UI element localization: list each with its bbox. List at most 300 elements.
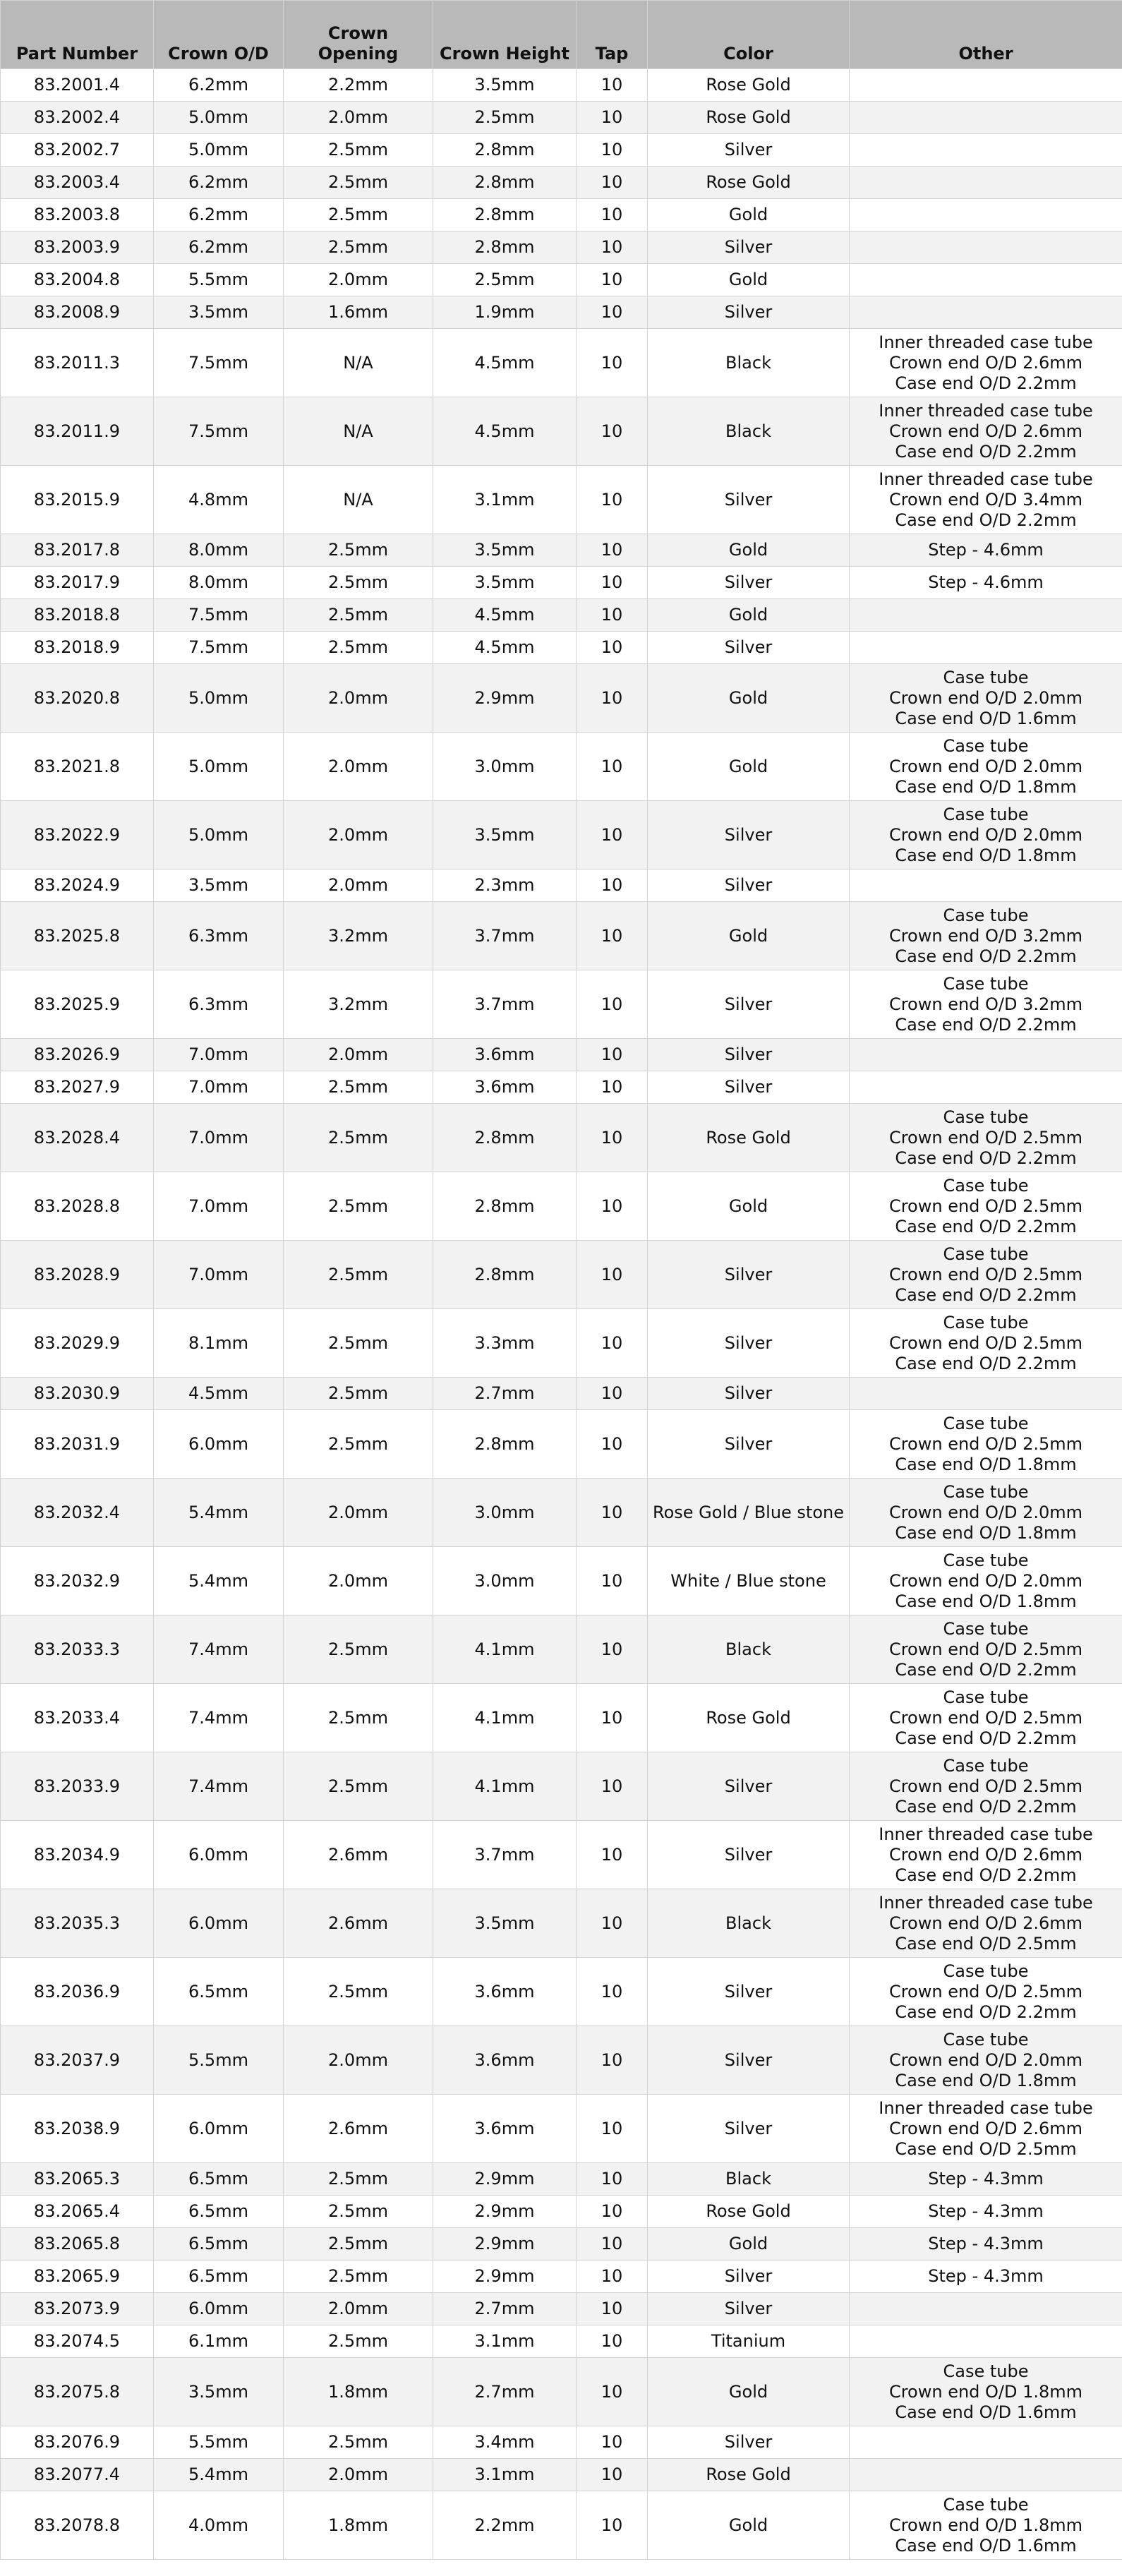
part-number-cell: 83.2017.9 — [1, 567, 154, 599]
part-number-cell: 83.2065.9 — [1, 2261, 154, 2293]
table-row[interactable] — [1, 1684, 1122, 1752]
table-row[interactable] — [1, 2095, 1122, 2163]
crown-od-cell: 6.0mm — [154, 1889, 284, 1958]
table-row[interactable] — [1, 2325, 1122, 2358]
crown-opening-cell: 2.5mm — [284, 1958, 433, 2026]
color-cell: Silver — [648, 466, 850, 534]
part-number-cell: 83.2003.4 — [1, 167, 154, 199]
crown-od-cell: 6.2mm — [154, 199, 284, 231]
tap-cell: 10 — [577, 2491, 648, 2560]
other-cell: Step - 4.6mm — [850, 567, 1122, 599]
tap-cell: 10 — [577, 1241, 648, 1309]
crown-height-cell: 2.5mm — [433, 264, 577, 296]
tap-cell: 10 — [577, 397, 648, 466]
color-cell: Silver — [648, 1071, 850, 1104]
crown-height-cell: 4.1mm — [433, 1615, 577, 1684]
table-row[interactable] — [1, 134, 1122, 167]
table-row[interactable] — [1, 329, 1122, 397]
crown-opening-cell: 1.6mm — [284, 296, 433, 329]
crown-od-cell: 6.3mm — [154, 970, 284, 1039]
tap-cell: 10 — [577, 970, 648, 1039]
crown-od-cell: 7.0mm — [154, 1241, 284, 1309]
part-number-cell: 83.2078.8 — [1, 2491, 154, 2560]
color-cell: Rose Gold — [648, 2196, 850, 2228]
table-row[interactable] — [1, 733, 1122, 801]
tap-cell: 10 — [577, 1821, 648, 1889]
crown-opening-cell: 2.6mm — [284, 1821, 433, 1889]
other-cell: Case tube Crown end O/D 2.0mm Case end O/D 1.6mm — [850, 664, 1122, 733]
part-number-cell: 83.2025.8 — [1, 902, 154, 970]
crown-od-cell: 5.0mm — [154, 801, 284, 869]
header-color[interactable]: Color — [648, 1, 850, 69]
part-number-cell: 83.2026.9 — [1, 1039, 154, 1071]
crown-od-cell: 8.0mm — [154, 567, 284, 599]
table-row[interactable] — [1, 567, 1122, 599]
tap-cell: 10 — [577, 329, 648, 397]
crown-opening-cell: N/A — [284, 329, 433, 397]
crown-od-cell: 7.0mm — [154, 1071, 284, 1104]
other-cell: Inner threaded case tube Crown end O/D 2.6mm Case end O/D 2.2mm — [850, 1821, 1122, 1889]
table-row[interactable] — [1, 167, 1122, 199]
crown-opening-cell: 2.0mm — [284, 2459, 433, 2491]
table-row[interactable] — [1, 264, 1122, 296]
crown-opening-cell: 2.6mm — [284, 2095, 433, 2163]
header-part-number[interactable]: Part Number — [1, 1, 154, 69]
crown-od-cell: 6.5mm — [154, 2163, 284, 2196]
crown-height-cell: 3.5mm — [433, 1889, 577, 1958]
other-cell — [850, 264, 1122, 296]
other-cell: Case tube Crown end O/D 2.0mm Case end O/D 1.8mm — [850, 801, 1122, 869]
other-cell — [850, 199, 1122, 231]
tap-cell: 10 — [577, 2261, 648, 2293]
table-row[interactable] — [1, 632, 1122, 664]
table-body — [1, 69, 1122, 2560]
part-number-cell: 83.2028.9 — [1, 1241, 154, 1309]
crown-height-cell: 2.8mm — [433, 1410, 577, 1479]
other-cell — [850, 869, 1122, 902]
part-number-cell: 83.2027.9 — [1, 1071, 154, 1104]
table-row[interactable] — [1, 2163, 1122, 2196]
crown-od-cell: 7.0mm — [154, 1039, 284, 1071]
crown-od-cell: 5.4mm — [154, 1547, 284, 1615]
other-cell — [850, 1378, 1122, 1410]
crown-height-cell: 2.7mm — [433, 1378, 577, 1410]
other-cell: Case tube Crown end O/D 2.5mm Case end O/D 2.2mm — [850, 1241, 1122, 1309]
crown-opening-cell: 2.5mm — [284, 1684, 433, 1752]
color-cell: Silver — [648, 231, 850, 264]
other-cell — [850, 2325, 1122, 2358]
table-row[interactable] — [1, 599, 1122, 632]
table-row[interactable] — [1, 1615, 1122, 1684]
color-cell: Silver — [648, 869, 850, 902]
part-number-cell: 83.2031.9 — [1, 1410, 154, 1479]
table-row[interactable] — [1, 869, 1122, 902]
table-row[interactable] — [1, 1547, 1122, 1615]
table-row[interactable] — [1, 534, 1122, 567]
color-cell: Silver — [648, 2261, 850, 2293]
other-cell — [850, 102, 1122, 134]
crown-height-cell: 3.1mm — [433, 2325, 577, 2358]
crown-height-cell: 2.9mm — [433, 2261, 577, 2293]
table-row[interactable] — [1, 1479, 1122, 1547]
color-cell: Silver — [648, 801, 850, 869]
color-cell: Silver — [648, 2426, 850, 2459]
part-number-cell: 83.2004.8 — [1, 264, 154, 296]
part-number-cell: 83.2020.8 — [1, 664, 154, 733]
table-row[interactable] — [1, 2426, 1122, 2459]
crown-opening-cell: 3.2mm — [284, 902, 433, 970]
part-number-cell: 83.2065.3 — [1, 2163, 154, 2196]
table-row[interactable] — [1, 102, 1122, 134]
crown-height-cell: 3.0mm — [433, 733, 577, 801]
part-number-cell: 83.2028.8 — [1, 1172, 154, 1241]
table-row[interactable] — [1, 2196, 1122, 2228]
tap-cell: 10 — [577, 264, 648, 296]
crown-od-cell: 7.5mm — [154, 397, 284, 466]
other-cell: Case tube Crown end O/D 2.5mm Case end O/D 2.2mm — [850, 1309, 1122, 1378]
color-cell: Black — [648, 329, 850, 397]
crown-opening-cell: 2.5mm — [284, 2426, 433, 2459]
color-cell: Silver — [648, 2026, 850, 2095]
color-cell: Rose Gold / Blue stone — [648, 1479, 850, 1547]
crown-height-cell: 4.5mm — [433, 397, 577, 466]
crown-od-cell: 6.5mm — [154, 2228, 284, 2261]
header-other[interactable]: Other — [850, 1, 1122, 69]
other-cell: Case tube Crown end O/D 2.5mm Case end O/D 2.2mm — [850, 1684, 1122, 1752]
crown-height-cell: 3.0mm — [433, 1479, 577, 1547]
tap-cell: 10 — [577, 2163, 648, 2196]
crown-height-cell: 2.8mm — [433, 1172, 577, 1241]
tap-cell: 10 — [577, 1378, 648, 1410]
crown-height-cell: 2.9mm — [433, 2163, 577, 2196]
color-cell: Silver — [648, 1309, 850, 1378]
color-cell: Gold — [648, 664, 850, 733]
color-cell: Gold — [648, 733, 850, 801]
other-cell: Case tube Crown end O/D 3.2mm Case end O/D 2.2mm — [850, 970, 1122, 1039]
part-number-cell: 83.2022.9 — [1, 801, 154, 869]
tap-cell: 10 — [577, 167, 648, 199]
color-cell: Silver — [648, 1410, 850, 1479]
other-cell — [850, 599, 1122, 632]
other-cell — [850, 1039, 1122, 1071]
tap-cell: 10 — [577, 2095, 648, 2163]
color-cell: Gold — [648, 1172, 850, 1241]
crown-opening-cell: 2.5mm — [284, 167, 433, 199]
color-cell: Gold — [648, 599, 850, 632]
crown-height-cell: 2.9mm — [433, 664, 577, 733]
crown-opening-cell: 2.5mm — [284, 2163, 433, 2196]
crown-height-cell: 2.8mm — [433, 231, 577, 264]
table-row[interactable] — [1, 231, 1122, 264]
crown-od-cell: 6.0mm — [154, 2293, 284, 2325]
crown-od-cell: 6.2mm — [154, 69, 284, 102]
table-row[interactable] — [1, 664, 1122, 733]
color-cell: Rose Gold — [648, 102, 850, 134]
color-cell: Silver — [648, 1958, 850, 2026]
other-cell: Case tube Crown end O/D 2.5mm Case end O/D 2.2mm — [850, 1104, 1122, 1172]
header-crown-height[interactable]: Crown Height — [433, 1, 577, 69]
crown-height-cell: 3.6mm — [433, 2026, 577, 2095]
crown-od-cell: 5.4mm — [154, 2459, 284, 2491]
other-cell — [850, 2426, 1122, 2459]
crown-opening-cell: 3.2mm — [284, 970, 433, 1039]
other-cell: Step - 4.3mm — [850, 2228, 1122, 2261]
table-row[interactable] — [1, 296, 1122, 329]
other-cell: Step - 4.3mm — [850, 2261, 1122, 2293]
crown-opening-cell: 1.8mm — [284, 2491, 433, 2560]
crown-height-cell: 2.8mm — [433, 1104, 577, 1172]
header-row — [1, 1, 1122, 69]
table-row[interactable] — [1, 2026, 1122, 2095]
table-row[interactable] — [1, 801, 1122, 869]
tap-cell: 10 — [577, 664, 648, 733]
tap-cell: 10 — [577, 466, 648, 534]
table-row[interactable] — [1, 2261, 1122, 2293]
crown-opening-cell: 2.0mm — [284, 2293, 433, 2325]
crown-height-cell: 2.7mm — [433, 2293, 577, 2325]
crown-opening-cell: 2.5mm — [284, 1104, 433, 1172]
crown-opening-cell: 2.5mm — [284, 134, 433, 167]
table-row[interactable] — [1, 1410, 1122, 1479]
table-row[interactable] — [1, 1241, 1122, 1309]
table-row[interactable] — [1, 1071, 1122, 1104]
table-row[interactable] — [1, 970, 1122, 1039]
table-row[interactable] — [1, 2459, 1122, 2491]
crown-height-cell: 3.6mm — [433, 1958, 577, 2026]
tap-cell: 10 — [577, 1309, 648, 1378]
table-row[interactable] — [1, 1378, 1122, 1410]
other-cell: Step - 4.3mm — [850, 2163, 1122, 2196]
table-row[interactable] — [1, 1752, 1122, 1821]
part-number-cell: 83.2065.4 — [1, 2196, 154, 2228]
color-cell: Silver — [648, 1821, 850, 1889]
tap-cell: 10 — [577, 1071, 648, 1104]
part-number-cell: 83.2073.9 — [1, 2293, 154, 2325]
crown-opening-cell: 2.5mm — [284, 534, 433, 567]
crown-height-cell: 3.4mm — [433, 2426, 577, 2459]
crown-opening-cell: 2.5mm — [284, 1309, 433, 1378]
table-row[interactable] — [1, 466, 1122, 534]
crown-height-cell: 3.7mm — [433, 902, 577, 970]
crown-od-cell: 6.0mm — [154, 1821, 284, 1889]
color-cell: Gold — [648, 534, 850, 567]
table-row[interactable] — [1, 397, 1122, 466]
tap-cell: 10 — [577, 2459, 648, 2491]
tap-cell: 10 — [577, 2426, 648, 2459]
color-cell: Silver — [648, 1039, 850, 1071]
crown-height-cell: 3.1mm — [433, 2459, 577, 2491]
part-number-cell: 83.2030.9 — [1, 1378, 154, 1410]
other-cell: Case tube Crown end O/D 2.5mm Case end O/D 2.2mm — [850, 1958, 1122, 2026]
color-cell: Gold — [648, 2491, 850, 2560]
crown-od-cell: 7.5mm — [154, 329, 284, 397]
table-row[interactable] — [1, 2293, 1122, 2325]
part-number-cell: 83.2011.9 — [1, 397, 154, 466]
crown-height-cell: 3.6mm — [433, 2095, 577, 2163]
color-cell: Silver — [648, 1241, 850, 1309]
table-row[interactable] — [1, 902, 1122, 970]
color-cell: Silver — [648, 632, 850, 664]
part-number-cell: 83.2038.9 — [1, 2095, 154, 2163]
crown-opening-cell: 2.0mm — [284, 102, 433, 134]
color-cell: Gold — [648, 902, 850, 970]
other-cell: Step - 4.3mm — [850, 2196, 1122, 2228]
crown-od-cell: 3.5mm — [154, 869, 284, 902]
crown-opening-cell: 2.5mm — [284, 2261, 433, 2293]
crown-height-cell: 4.5mm — [433, 632, 577, 664]
table-header — [1, 1, 1122, 69]
crown-height-cell: 2.8mm — [433, 1241, 577, 1309]
other-cell: Case tube Crown end O/D 1.8mm Case end O/D 1.6mm — [850, 2491, 1122, 2560]
crown-opening-cell: 2.0mm — [284, 664, 433, 733]
tap-cell: 10 — [577, 902, 648, 970]
tap-cell: 10 — [577, 2325, 648, 2358]
crown-opening-cell: 2.0mm — [284, 801, 433, 869]
tap-cell: 10 — [577, 199, 648, 231]
header-crown-od[interactable]: Crown O/D — [154, 1, 284, 69]
crown-opening-cell: 2.5mm — [284, 1241, 433, 1309]
crown-opening-cell: 2.2mm — [284, 69, 433, 102]
crown-opening-cell: 2.5mm — [284, 1410, 433, 1479]
table-row[interactable] — [1, 69, 1122, 102]
part-number-cell: 83.2021.8 — [1, 733, 154, 801]
crown-opening-cell: 2.0mm — [284, 1039, 433, 1071]
crown-height-cell: 3.1mm — [433, 466, 577, 534]
other-cell: Case tube Crown end O/D 1.8mm Case end O/D 1.6mm — [850, 2358, 1122, 2426]
crown-od-cell: 6.0mm — [154, 1410, 284, 1479]
other-cell — [850, 134, 1122, 167]
crown-height-cell: 2.2mm — [433, 2491, 577, 2560]
header-tap[interactable]: Tap — [577, 1, 648, 69]
crown-opening-cell: 2.5mm — [284, 567, 433, 599]
crown-od-cell: 6.5mm — [154, 2196, 284, 2228]
other-cell: Case tube Crown end O/D 2.0mm Case end O/D 1.8mm — [850, 2026, 1122, 2095]
crown-od-cell: 6.1mm — [154, 2325, 284, 2358]
crown-height-cell: 3.6mm — [433, 1039, 577, 1071]
table-row[interactable] — [1, 1958, 1122, 2026]
crown-od-cell: 5.5mm — [154, 2426, 284, 2459]
crown-height-cell: 3.7mm — [433, 1821, 577, 1889]
crown-height-cell: 4.1mm — [433, 1752, 577, 1821]
tap-cell: 10 — [577, 801, 648, 869]
crown-od-cell: 5.5mm — [154, 264, 284, 296]
table-row[interactable] — [1, 1889, 1122, 1958]
color-cell: Black — [648, 2163, 850, 2196]
tap-cell: 10 — [577, 1752, 648, 1821]
tap-cell: 10 — [577, 1615, 648, 1684]
crown-height-cell: 3.6mm — [433, 1071, 577, 1104]
crown-height-cell: 3.7mm — [433, 970, 577, 1039]
crown-opening-cell: 2.5mm — [284, 632, 433, 664]
table-row[interactable] — [1, 199, 1122, 231]
crown-od-cell: 6.2mm — [154, 231, 284, 264]
crown-height-cell: 3.5mm — [433, 69, 577, 102]
table-row[interactable] — [1, 1821, 1122, 1889]
part-number-cell: 83.2029.9 — [1, 1309, 154, 1378]
crown-opening-cell: 2.5mm — [284, 1752, 433, 1821]
crown-opening-cell: 2.0mm — [284, 733, 433, 801]
table-row[interactable] — [1, 1104, 1122, 1172]
part-number-cell: 83.2018.8 — [1, 599, 154, 632]
tap-cell: 10 — [577, 231, 648, 264]
crown-opening-cell: 2.5mm — [284, 1615, 433, 1684]
crown-od-cell: 7.4mm — [154, 1752, 284, 1821]
crown-od-cell: 7.4mm — [154, 1684, 284, 1752]
crown-height-cell: 2.3mm — [433, 869, 577, 902]
color-cell: Silver — [648, 134, 850, 167]
part-number-cell: 83.2002.4 — [1, 102, 154, 134]
part-number-cell: 83.2011.3 — [1, 329, 154, 397]
tap-cell: 10 — [577, 632, 648, 664]
color-cell: Black — [648, 1889, 850, 1958]
crown-od-cell: 6.3mm — [154, 902, 284, 970]
part-number-cell: 83.2037.9 — [1, 2026, 154, 2095]
part-number-cell: 83.2065.8 — [1, 2228, 154, 2261]
crown-opening-cell: 2.5mm — [284, 2228, 433, 2261]
part-number-cell: 83.2035.3 — [1, 1889, 154, 1958]
tap-cell: 10 — [577, 567, 648, 599]
crown-height-cell: 3.0mm — [433, 1547, 577, 1615]
color-cell: Rose Gold — [648, 1104, 850, 1172]
crown-height-cell: 2.9mm — [433, 2228, 577, 2261]
color-cell: Rose Gold — [648, 1684, 850, 1752]
part-number-cell: 83.2036.9 — [1, 1958, 154, 2026]
table-row[interactable] — [1, 1172, 1122, 1241]
table-row[interactable] — [1, 1309, 1122, 1378]
part-number-cell: 83.2001.4 — [1, 69, 154, 102]
crown-opening-cell: 2.5mm — [284, 231, 433, 264]
table-row[interactable] — [1, 2358, 1122, 2426]
crown-height-cell: 3.5mm — [433, 567, 577, 599]
part-number-cell: 83.2033.4 — [1, 1684, 154, 1752]
crown-od-cell: 7.5mm — [154, 599, 284, 632]
crown-opening-cell: N/A — [284, 397, 433, 466]
crown-od-cell: 8.0mm — [154, 534, 284, 567]
table-row[interactable] — [1, 2228, 1122, 2261]
part-number-cell: 83.2076.9 — [1, 2426, 154, 2459]
other-cell: Inner threaded case tube Crown end O/D 2.6mm Case end O/D 2.2mm — [850, 397, 1122, 466]
crown-height-cell: 2.7mm — [433, 2358, 577, 2426]
table-row[interactable] — [1, 1039, 1122, 1071]
crown-opening-cell: 2.0mm — [284, 869, 433, 902]
crown-od-cell: 5.4mm — [154, 1479, 284, 1547]
tap-cell: 10 — [577, 1104, 648, 1172]
crown-height-cell: 2.9mm — [433, 2196, 577, 2228]
color-cell: Silver — [648, 1378, 850, 1410]
tap-cell: 10 — [577, 134, 648, 167]
crown-od-cell: 8.1mm — [154, 1309, 284, 1378]
crown-opening-cell: 2.0mm — [284, 1479, 433, 1547]
tap-cell: 10 — [577, 296, 648, 329]
header-crown-opening[interactable]: Crown Opening — [284, 1, 433, 69]
crown-height-cell: 2.8mm — [433, 167, 577, 199]
part-number-cell: 83.2077.4 — [1, 2459, 154, 2491]
crown-od-cell: 5.5mm — [154, 2026, 284, 2095]
other-cell — [850, 2459, 1122, 2491]
crown-height-cell: 4.1mm — [433, 1684, 577, 1752]
tap-cell: 10 — [577, 2228, 648, 2261]
crown-opening-cell: N/A — [284, 466, 433, 534]
crown-opening-cell: 2.6mm — [284, 1889, 433, 1958]
other-cell: Inner threaded case tube Crown end O/D 3.4mm Case end O/D 2.2mm — [850, 466, 1122, 534]
table-row[interactable] — [1, 2491, 1122, 2560]
crown-od-cell: 7.4mm — [154, 1615, 284, 1684]
color-cell: Silver — [648, 2293, 850, 2325]
part-number-cell: 83.2074.5 — [1, 2325, 154, 2358]
color-cell: Silver — [648, 296, 850, 329]
crown-od-cell: 6.5mm — [154, 2261, 284, 2293]
tap-cell: 10 — [577, 1547, 648, 1615]
